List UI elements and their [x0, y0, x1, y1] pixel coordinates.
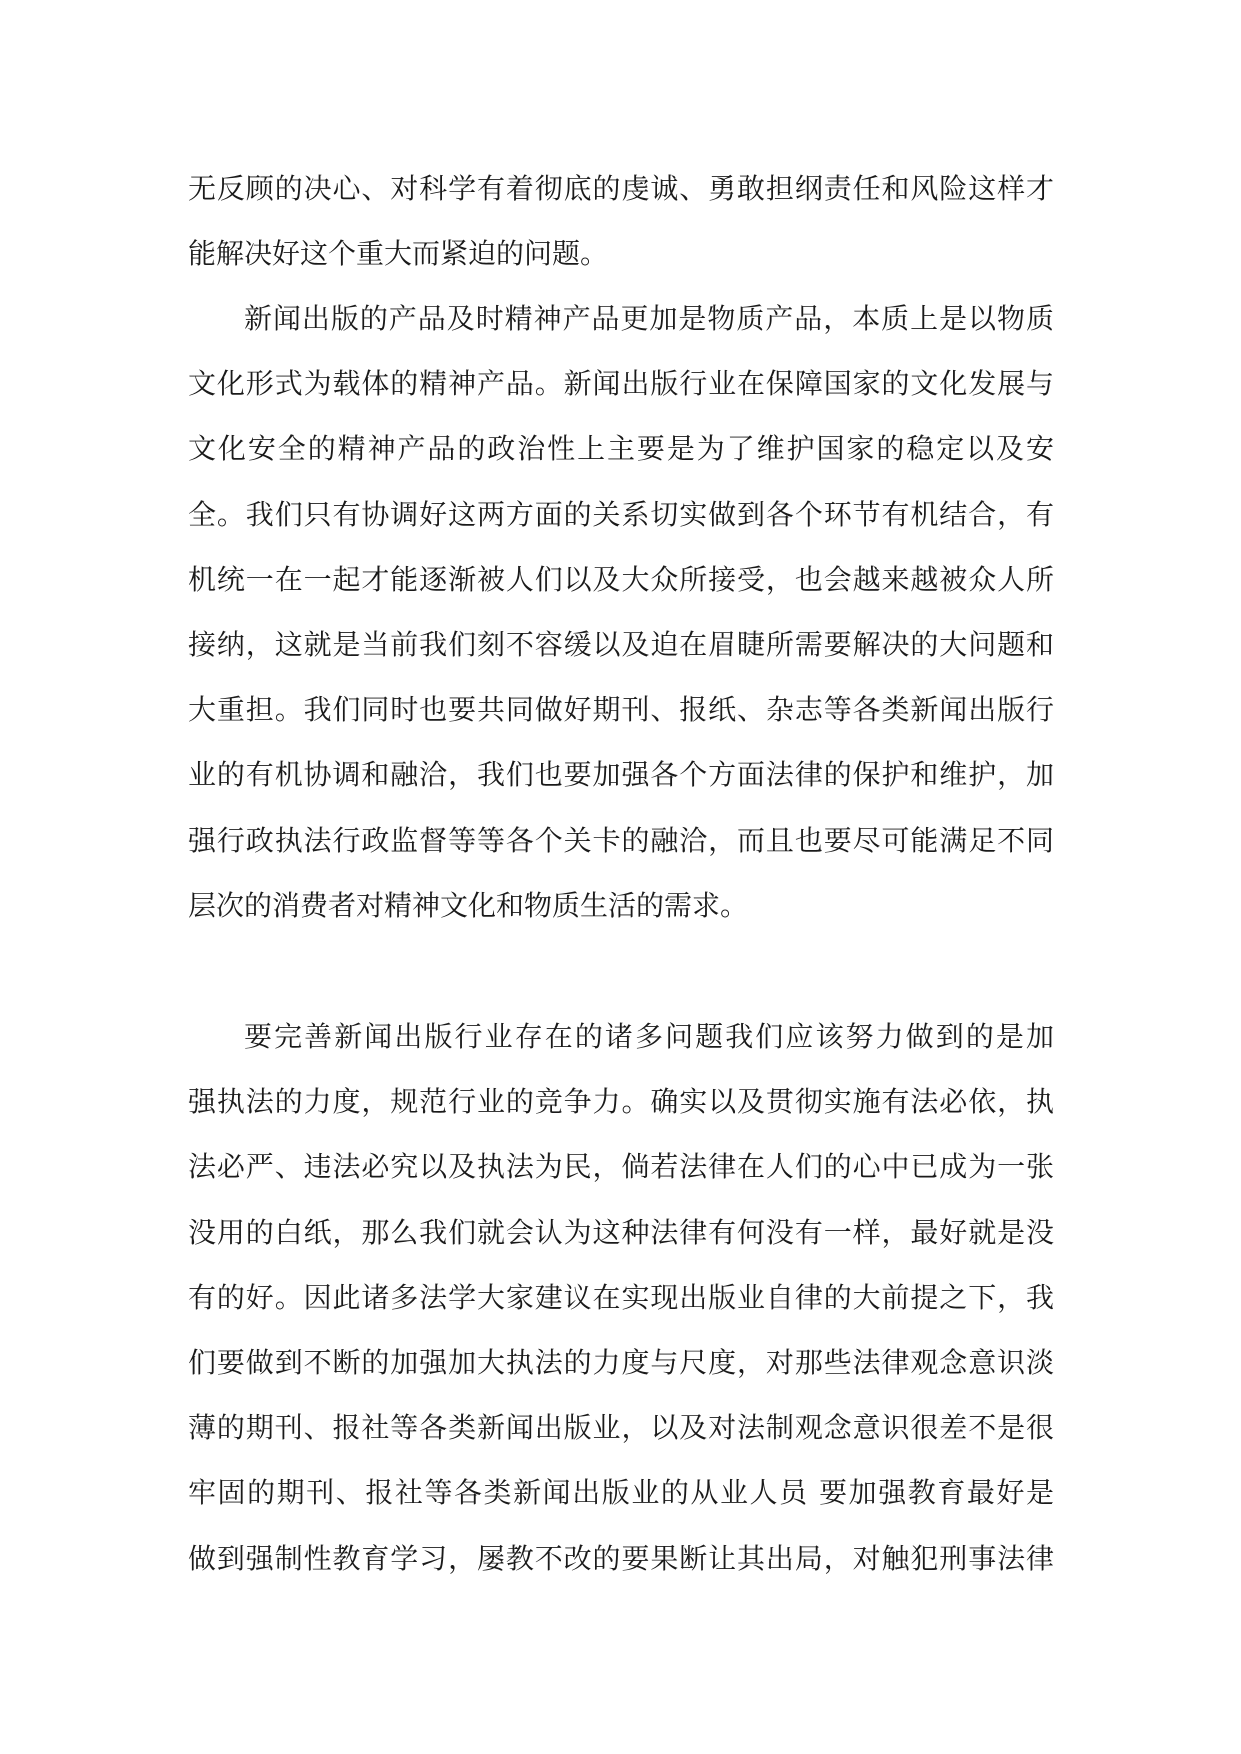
paragraph-news-products: [188, 286, 1054, 938]
text-line: 新闻出版的产品及时精神产品更加是物质产品，本质上是以物质: [244, 302, 1054, 335]
paragraph-law-enforcement: [188, 1004, 1054, 1591]
text-line: 薄的期刊、报社等各类新闻出版业，以及对法制观念意识很差不是很: [188, 1411, 1054, 1445]
text-line: 做到强制性教育学习，屡教不改的要果断让其出局，对触犯刑事法律: [188, 1541, 1054, 1575]
text-line: 有的好。因此诸多法学大家建议在实现出版业自律的大前提之下，我: [188, 1280, 1054, 1314]
text-line: 无反顾的决心、对科学有着彻底的虔诚、勇敢担纲责任和风险这样才: [188, 172, 1054, 205]
text-line: 业的有机协调和融洽，我们也要加强各个方面法律的保护和维护，加: [188, 758, 1054, 792]
text-line: 大重担。我们同时也要共同做好期刊、报纸、杂志等各类新闻出版行: [188, 693, 1054, 727]
text-line: 层次的消费者对精神文化和物质生活的需求。: [188, 888, 749, 922]
text-line: 能解决好这个重大而紧迫的问题。: [188, 237, 609, 271]
text-line: 机统一在一起才能逐渐被人们以及大众所接受，也会越来越被众人所: [188, 562, 1054, 596]
text-line: 法必严、违法必究以及执法为民，倘若法律在人们的心中已成为一张: [188, 1150, 1054, 1184]
text-line: 牢固的期刊、报社等各类新闻出版业的从业人员 要加强教育最好是: [188, 1476, 1054, 1510]
text-line: 强行政执法行政监督等等各个关卡的融洽，而且也要尽可能满足不同: [188, 823, 1054, 857]
text-line: 全。我们只有协调好这两方面的关系切实做到各个环节有机结合，有: [188, 497, 1054, 531]
text-line: 要完善新闻出版行业存在的诸多问题我们应该努力做到的是加: [244, 1020, 1054, 1053]
paragraph-continuation: [188, 156, 1054, 286]
text-line: 文化形式为载体的精神产品。新闻出版行业在保障国家的文化发展与: [188, 367, 1054, 401]
text-line: 接纳，这就是当前我们刻不容缓以及迫在眉睫所需要解决的大问题和: [188, 627, 1054, 661]
text-line: 文化安全的精神产品的政治性上主要是为了维护国家的稳定以及安: [188, 432, 1054, 466]
text-line: 没用的白纸，那么我们就会认为这种法律有何没有一样，最好就是没: [188, 1215, 1054, 1249]
text-line: 强执法的力度，规范行业的竞争力。确实以及贯彻实施有法必依，执: [188, 1085, 1054, 1119]
text-line: 们要做到不断的加强加大执法的力度与尺度，对那些法律观念意识淡: [188, 1345, 1054, 1379]
